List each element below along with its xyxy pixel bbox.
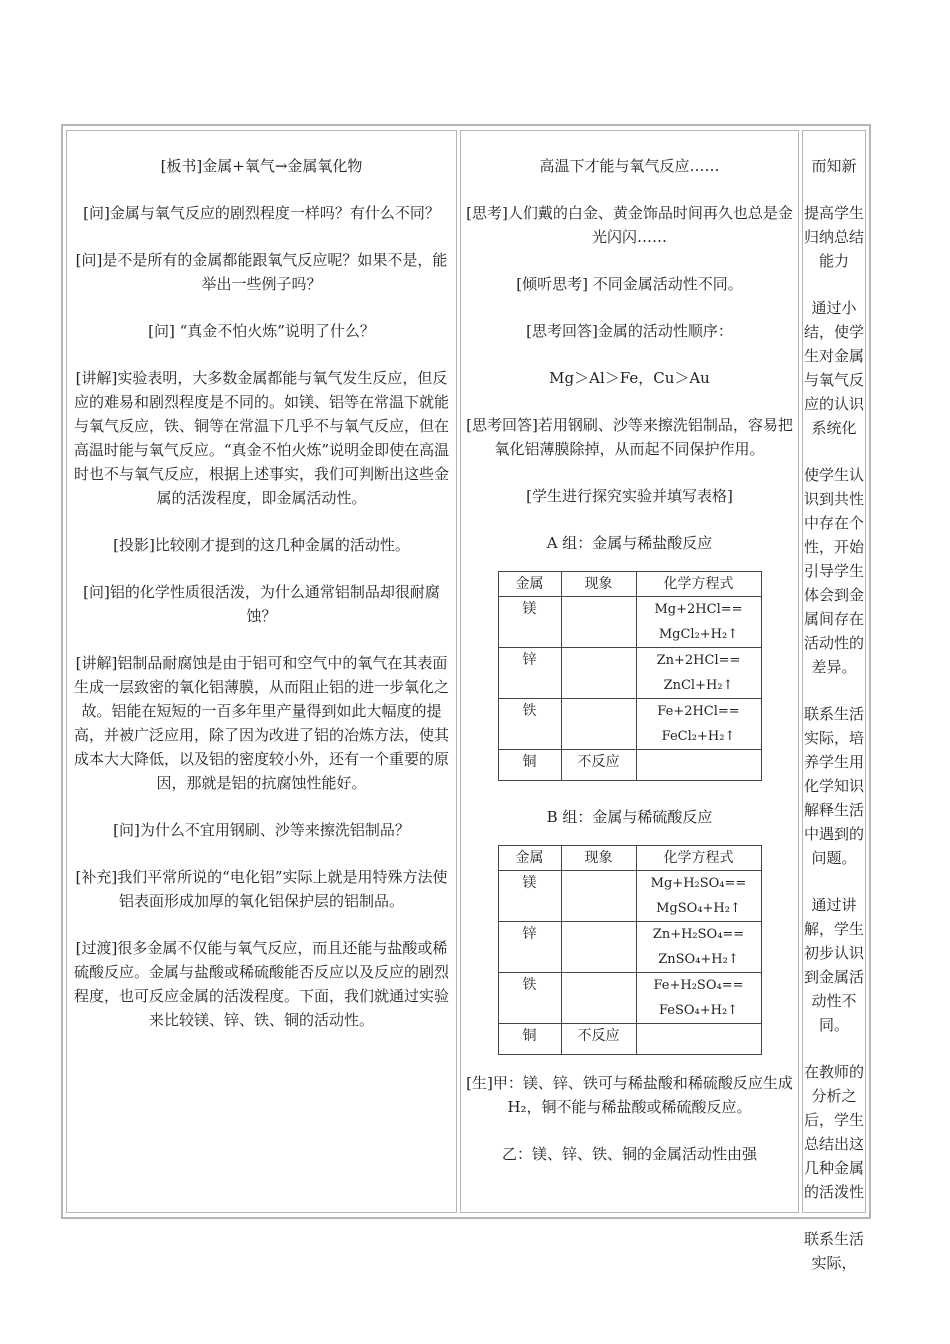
phenomenon-cell <box>561 648 636 699</box>
paragraph: 高温下才能与氧气反应…… <box>539 157 720 175</box>
paragraph: [板书]金属+氧气→金属氧化物 <box>160 157 363 175</box>
phenomenon-cell <box>561 597 636 648</box>
equation-cell: Mg+H₂SO₄== MgSO₄+H₂↑ <box>636 871 761 922</box>
reaction-table-b <box>498 845 762 1055</box>
paragraph: [补充]我们平常所说的“电化铝”实际上就是用特殊方法使铝表面形成加厚的氧化铝保护层的铝制品。 <box>75 868 448 910</box>
teacher-activity-column <box>66 130 457 1213</box>
header-cell: 现象 <box>561 846 636 871</box>
phenomenon-cell <box>561 922 636 973</box>
paragraph: 提高学生归纳总结能力 <box>804 204 865 270</box>
table-row <box>498 750 761 781</box>
equation-cell <box>636 750 761 781</box>
paragraph: [问]金属与氧气反应的剧烈程度一样吗？有什么不同？ <box>83 204 440 222</box>
paragraph: 在教师的分析之后，学生总结出这几种金属的活泼性 <box>804 1063 865 1201</box>
paragraph: [生]甲：镁、锌、铁可与稀盐酸和稀硫酸反应生成H₂，铜不能与稀盐酸或稀硫酸反应。 <box>466 1074 793 1116</box>
paragraph: 而知新 <box>811 157 857 175</box>
paragraph: 乙：镁、锌、铁、铜的金属活动性由强 <box>501 1145 757 1163</box>
header-cell: 金属 <box>498 572 561 597</box>
equation-cell: Fe+H₂SO₄== FeSO₄+H₂↑ <box>636 973 761 1024</box>
equation-cell <box>636 1024 761 1055</box>
metal-cell: 锌 <box>498 648 561 699</box>
phenomenon-cell: 不反应 <box>561 750 636 781</box>
paragraph: [讲解]铝制品耐腐蚀是由于铝可和空气中的氧气在其表面生成一层致密的氧化铝薄膜，从而阻止铝的进一步氧化之故。铝能在短短的一百多年里产量得到如此大幅度的提高，并被广泛应用，除了因为改进了铝的冶炼方法，使其成本大大降低，以及铝的密度较小外，还有一个重要的原因，那就是铝的抗腐蚀性能好。 <box>73 654 449 792</box>
paragraph: 联系生活实际， <box>804 1230 865 1272</box>
reaction-table-a <box>498 571 762 781</box>
table-row <box>498 1024 761 1055</box>
header-cell: 金属 <box>498 846 561 871</box>
metal-cell: 铜 <box>498 1024 561 1055</box>
equation-cell: Zn+2HCl== ZnCl+H₂↑ <box>636 648 761 699</box>
table-row <box>498 699 761 750</box>
metal-cell: 镁 <box>498 871 561 922</box>
paragraph: [问]为什么不宜用钢刷、沙等来擦洗铝制品？ <box>113 821 410 839</box>
table-row <box>498 973 761 1024</box>
paragraph: [思考回答]金属的活动性顺序： <box>526 322 733 340</box>
table-header-row <box>498 572 761 597</box>
table-row <box>498 597 761 648</box>
phenomenon-cell <box>561 699 636 750</box>
paragraph: [倾听思考] 不同金属活动性不同。 <box>516 275 743 293</box>
equation-cell: Fe+2HCl== FeCl₂+H₂↑ <box>636 699 761 750</box>
phenomenon-cell <box>561 871 636 922</box>
paragraph: [问]铝的化学性质很活泼，为什么通常铝制品却很耐腐蚀？ <box>83 583 440 625</box>
paragraph: [过渡]很多金属不仅能与氧气反应，而且还能与盐酸或稀硫酸反应。金属与盐酸或稀硫酸能否反应以及反应的剧烈程度，也可反应金属的活泼程度。下面，我们就通过实验来比较镁、锌、铁、铜的活动性。 <box>73 939 449 1029</box>
metal-cell: 铜 <box>498 750 561 781</box>
paragraph: 通过小结，使学生对金属与氧气反应的认识系统化 <box>804 299 865 437</box>
paragraph: [讲解]实验表明，大多数金属都能与氧气发生反应，但反应的难易和剧烈程度是不同的。如镁、铝等在常温下就能与氧气反应，铁、铜等在常温下几乎不与氧气反应，但在高温时能与氧气反应。“真金不怕火炼”说明金即使在高温时也不与氧气反应，根据上述事实，我们可判断出这些金属的活泼程度，即金属活动性。 <box>73 369 450 507</box>
header-cell: 化学方程式 <box>636 572 761 597</box>
paragraph: [投影]比较刚才提到的这几种金属的活动性。 <box>113 536 410 554</box>
table-row <box>498 648 761 699</box>
activity-order: Mg＞Al＞Fe，Cu＞Au <box>549 369 710 387</box>
student-activity-column <box>460 130 799 1213</box>
paragraph: [思考]人们戴的白金、黄金饰品时间再久也总是金光闪闪…… <box>466 204 793 246</box>
table-row <box>498 871 761 922</box>
paragraph: 通过讲解，学生初步认识到金属活动性不同。 <box>804 896 865 1034</box>
equation-cell: Mg+2HCl== MgCl₂+H₂↑ <box>636 597 761 648</box>
paragraph: [思考回答]若用钢刷、沙等来擦洗铝制品，容易把氧化铝薄膜除掉，从而起不同保护作用。 <box>466 416 793 458</box>
paragraph: 使学生认识到共性中存在个性，开始引导学生体会到金属间存在活动性的差异。 <box>804 466 865 676</box>
design-intent-column <box>802 130 866 1272</box>
header-cell: 现象 <box>561 572 636 597</box>
table-row <box>498 922 761 973</box>
metal-cell: 镁 <box>498 597 561 648</box>
table-a-title: A 组：金属与稀盐酸反应 <box>546 534 713 552</box>
metal-cell: 铁 <box>498 973 561 1024</box>
paragraph: 联系生活实际，培养学生用化学知识解释生活中遇到的问题。 <box>804 705 865 867</box>
table-header-row <box>498 846 761 871</box>
paragraph: [学生进行探究实验并填写表格] <box>526 487 733 505</box>
metal-cell: 铁 <box>498 699 561 750</box>
metal-cell: 锌 <box>498 922 561 973</box>
equation-cell: Zn+H₂SO₄== ZnSO₄+H₂↑ <box>636 922 761 973</box>
phenomenon-cell <box>561 973 636 1024</box>
paragraph: [问] “真金不怕火炼”说明了什么？ <box>148 322 375 340</box>
header-cell: 化学方程式 <box>636 846 761 871</box>
phenomenon-cell: 不反应 <box>561 1024 636 1055</box>
table-b-title: B 组：金属与稀硫酸反应 <box>546 808 713 826</box>
paragraph: [问]是不是所有的金属都能跟氧气反应呢？如果不是，能举出一些例子吗？ <box>75 251 448 293</box>
